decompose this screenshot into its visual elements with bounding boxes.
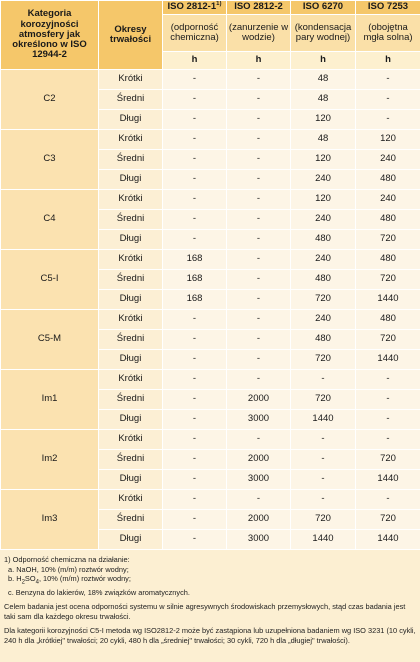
duration-cell: Średni	[99, 330, 163, 350]
value-cell: -	[163, 350, 227, 370]
value-cell: 480	[291, 270, 356, 290]
duration-cell: Średni	[99, 450, 163, 470]
value-cell: 120	[356, 130, 420, 150]
header-standard-1	[163, 1, 227, 15]
duration-cell: Średni	[99, 210, 163, 230]
duration-cell: Długi	[99, 350, 163, 370]
value-cell: -	[227, 430, 291, 450]
value-cell: 3000	[227, 530, 291, 550]
value-cell: 1440	[356, 290, 420, 310]
value-cell: -	[227, 350, 291, 370]
value-cell: -	[227, 170, 291, 190]
value-cell: -	[163, 530, 227, 550]
value-cell: -	[356, 430, 420, 450]
value-cell: 480	[356, 210, 420, 230]
header-desc-3: (kondensacja pary wodnej)	[291, 15, 356, 52]
header-desc-4: (obojętna mgła solna)	[356, 15, 420, 52]
value-cell: 120	[291, 190, 356, 210]
category-cell: Im3	[1, 490, 99, 550]
value-cell: 48	[291, 70, 356, 90]
value-cell: 2000	[227, 390, 291, 410]
header-standard-3: ISO 6270	[291, 1, 356, 15]
value-cell: -	[227, 190, 291, 210]
value-cell: -	[291, 370, 356, 390]
value-cell: 2000	[227, 510, 291, 530]
value-cell: -	[356, 70, 420, 90]
footnote-b-sub1: 2	[22, 580, 25, 586]
footnote-b-pre: b. H	[8, 574, 22, 583]
value-cell: 1440	[356, 470, 420, 490]
header-row-standards	[1, 1, 420, 15]
header-unit-2: h	[227, 52, 291, 70]
table-row	[1, 490, 420, 510]
footnote-a: a. NaOH, 10% (m/m) roztwór wodny;	[4, 565, 416, 575]
value-cell: 240	[291, 250, 356, 270]
category-cell: Im1	[1, 370, 99, 430]
value-cell: -	[356, 110, 420, 130]
category-cell: C3	[1, 130, 99, 190]
value-cell: 720	[291, 290, 356, 310]
value-cell: -	[163, 470, 227, 490]
value-cell: -	[163, 510, 227, 530]
duration-cell: Krótki	[99, 250, 163, 270]
category-cell: C5-M	[1, 310, 99, 370]
duration-cell: Krótki	[99, 430, 163, 450]
value-cell: 720	[356, 230, 420, 250]
value-cell: -	[227, 490, 291, 510]
value-cell: 240	[291, 170, 356, 190]
value-cell: -	[227, 130, 291, 150]
duration-cell: Długi	[99, 410, 163, 430]
value-cell: -	[227, 70, 291, 90]
value-cell: 48	[291, 90, 356, 110]
value-cell: -	[163, 490, 227, 510]
value-cell: -	[227, 90, 291, 110]
value-cell: -	[163, 410, 227, 430]
value-cell: 120	[291, 150, 356, 170]
table-row	[1, 430, 420, 450]
value-cell: -	[227, 370, 291, 390]
duration-cell: Krótki	[99, 370, 163, 390]
header-unit-3: h	[291, 52, 356, 70]
value-cell: -	[356, 390, 420, 410]
value-cell: 1440	[356, 530, 420, 550]
value-cell: -	[163, 210, 227, 230]
value-cell: 720	[291, 390, 356, 410]
notes-section	[0, 550, 420, 662]
header-standard-2: ISO 2812-2	[227, 1, 291, 15]
value-cell: -	[227, 330, 291, 350]
duration-cell: Krótki	[99, 310, 163, 330]
value-cell: 3000	[227, 410, 291, 430]
value-cell: -	[163, 230, 227, 250]
footnote-c: c. Benzyna do lakierów, 18% związków aromatycznych.	[4, 588, 416, 598]
duration-cell: Długi	[99, 470, 163, 490]
value-cell: 240	[356, 150, 420, 170]
duration-cell: Średni	[99, 150, 163, 170]
value-cell: 720	[356, 510, 420, 530]
value-cell: 168	[163, 290, 227, 310]
value-cell: 720	[356, 330, 420, 350]
category-cell: C5-I	[1, 250, 99, 310]
value-cell: -	[356, 90, 420, 110]
duration-cell: Średni	[99, 90, 163, 110]
value-cell: -	[291, 430, 356, 450]
value-cell: -	[227, 250, 291, 270]
header-category: Kategoria korozyjności atmosfery jak określono w ISO 12944-2	[1, 1, 99, 70]
footnote-b-post: , 10% (m/m) roztwór wodny;	[39, 574, 131, 583]
standard-1-note: 1)	[216, 1, 221, 7]
value-cell: 3000	[227, 470, 291, 490]
value-cell: 720	[291, 510, 356, 530]
table-row	[1, 190, 420, 210]
duration-cell: Długi	[99, 170, 163, 190]
value-cell: 720	[356, 270, 420, 290]
footnote-title: 1) Odporność chemiczna na działanie:	[4, 555, 416, 565]
value-cell: 480	[356, 250, 420, 270]
duration-cell: Krótki	[99, 490, 163, 510]
header-duration: Okresy trwałości	[99, 1, 163, 70]
value-cell: -	[356, 410, 420, 430]
value-cell: -	[227, 270, 291, 290]
duration-cell: Krótki	[99, 190, 163, 210]
value-cell: -	[163, 130, 227, 150]
duration-cell: Długi	[99, 110, 163, 130]
value-cell: -	[163, 150, 227, 170]
value-cell: 480	[291, 330, 356, 350]
value-cell: 720	[291, 350, 356, 370]
value-cell: -	[163, 430, 227, 450]
value-cell: -	[163, 450, 227, 470]
value-cell: 2000	[227, 450, 291, 470]
footnote-b-sub2: 4	[36, 580, 39, 586]
header-desc-1: (odporność chemiczna)	[163, 15, 227, 52]
value-cell: -	[291, 450, 356, 470]
value-cell: 168	[163, 270, 227, 290]
value-cell: -	[163, 90, 227, 110]
value-cell: -	[163, 310, 227, 330]
value-cell: -	[227, 230, 291, 250]
value-cell: -	[227, 110, 291, 130]
value-cell: 48	[291, 130, 356, 150]
value-cell: -	[163, 330, 227, 350]
value-cell: 480	[291, 230, 356, 250]
value-cell: -	[163, 170, 227, 190]
header-unit-1: h	[163, 52, 227, 70]
value-cell: 720	[356, 450, 420, 470]
value-cell: 1440	[356, 350, 420, 370]
value-cell: 240	[291, 310, 356, 330]
category-cell: Im2	[1, 430, 99, 490]
table-row	[1, 310, 420, 330]
value-cell: -	[227, 290, 291, 310]
value-cell: -	[163, 390, 227, 410]
standard-1-name: ISO 2812-1	[168, 1, 217, 12]
duration-cell: Długi	[99, 230, 163, 250]
value-cell: -	[291, 470, 356, 490]
value-cell: 480	[356, 170, 420, 190]
duration-cell: Średni	[99, 270, 163, 290]
table-row	[1, 370, 420, 390]
value-cell: -	[291, 490, 356, 510]
duration-cell: Średni	[99, 390, 163, 410]
header-standard-4: ISO 7253	[356, 1, 420, 15]
header-desc-2: (zanurzenie w wodzie)	[227, 15, 291, 52]
footnote-b	[4, 574, 416, 587]
value-cell: -	[163, 110, 227, 130]
value-cell: 168	[163, 250, 227, 270]
duration-cell: Długi	[99, 530, 163, 550]
value-cell: -	[163, 70, 227, 90]
category-cell: C4	[1, 190, 99, 250]
value-cell: -	[356, 370, 420, 390]
value-cell: 1440	[291, 530, 356, 550]
duration-cell: Krótki	[99, 130, 163, 150]
category-cell: C2	[1, 70, 99, 130]
value-cell: 240	[291, 210, 356, 230]
table-body	[1, 70, 420, 550]
note-paragraph-1: Celem badania jest ocena odporności systemu w silnie agresywnych środowiskach przemysłowych, stąd czas badania jest taki sam dla każdego okresu trwałości.	[4, 602, 416, 621]
value-cell: -	[163, 190, 227, 210]
value-cell: 480	[356, 310, 420, 330]
header-unit-4: h	[356, 52, 420, 70]
value-cell: 240	[356, 190, 420, 210]
value-cell: -	[227, 150, 291, 170]
table-row	[1, 70, 420, 90]
table-row	[1, 130, 420, 150]
value-cell: -	[356, 490, 420, 510]
value-cell: -	[163, 370, 227, 390]
duration-cell: Krótki	[99, 70, 163, 90]
value-cell: -	[227, 210, 291, 230]
table-row	[1, 250, 420, 270]
footnote-b-mid: SO	[25, 574, 36, 583]
duration-cell: Średni	[99, 510, 163, 530]
value-cell: 1440	[291, 410, 356, 430]
value-cell: -	[227, 310, 291, 330]
duration-cell: Długi	[99, 290, 163, 310]
value-cell: 120	[291, 110, 356, 130]
note-paragraph-2: Dla kategorii korozyjności C5-I metoda wg ISO2812-2 może być zastąpiona lub uzupełniona badaniem wg ISO 3231 (10 cykli, 240 h dla „krótkiej" trwałości; 20 cykli, 480 h dla „średniej" trwałości; 30 cykli, 720 h dla „długiej" trwałości).	[4, 626, 416, 645]
